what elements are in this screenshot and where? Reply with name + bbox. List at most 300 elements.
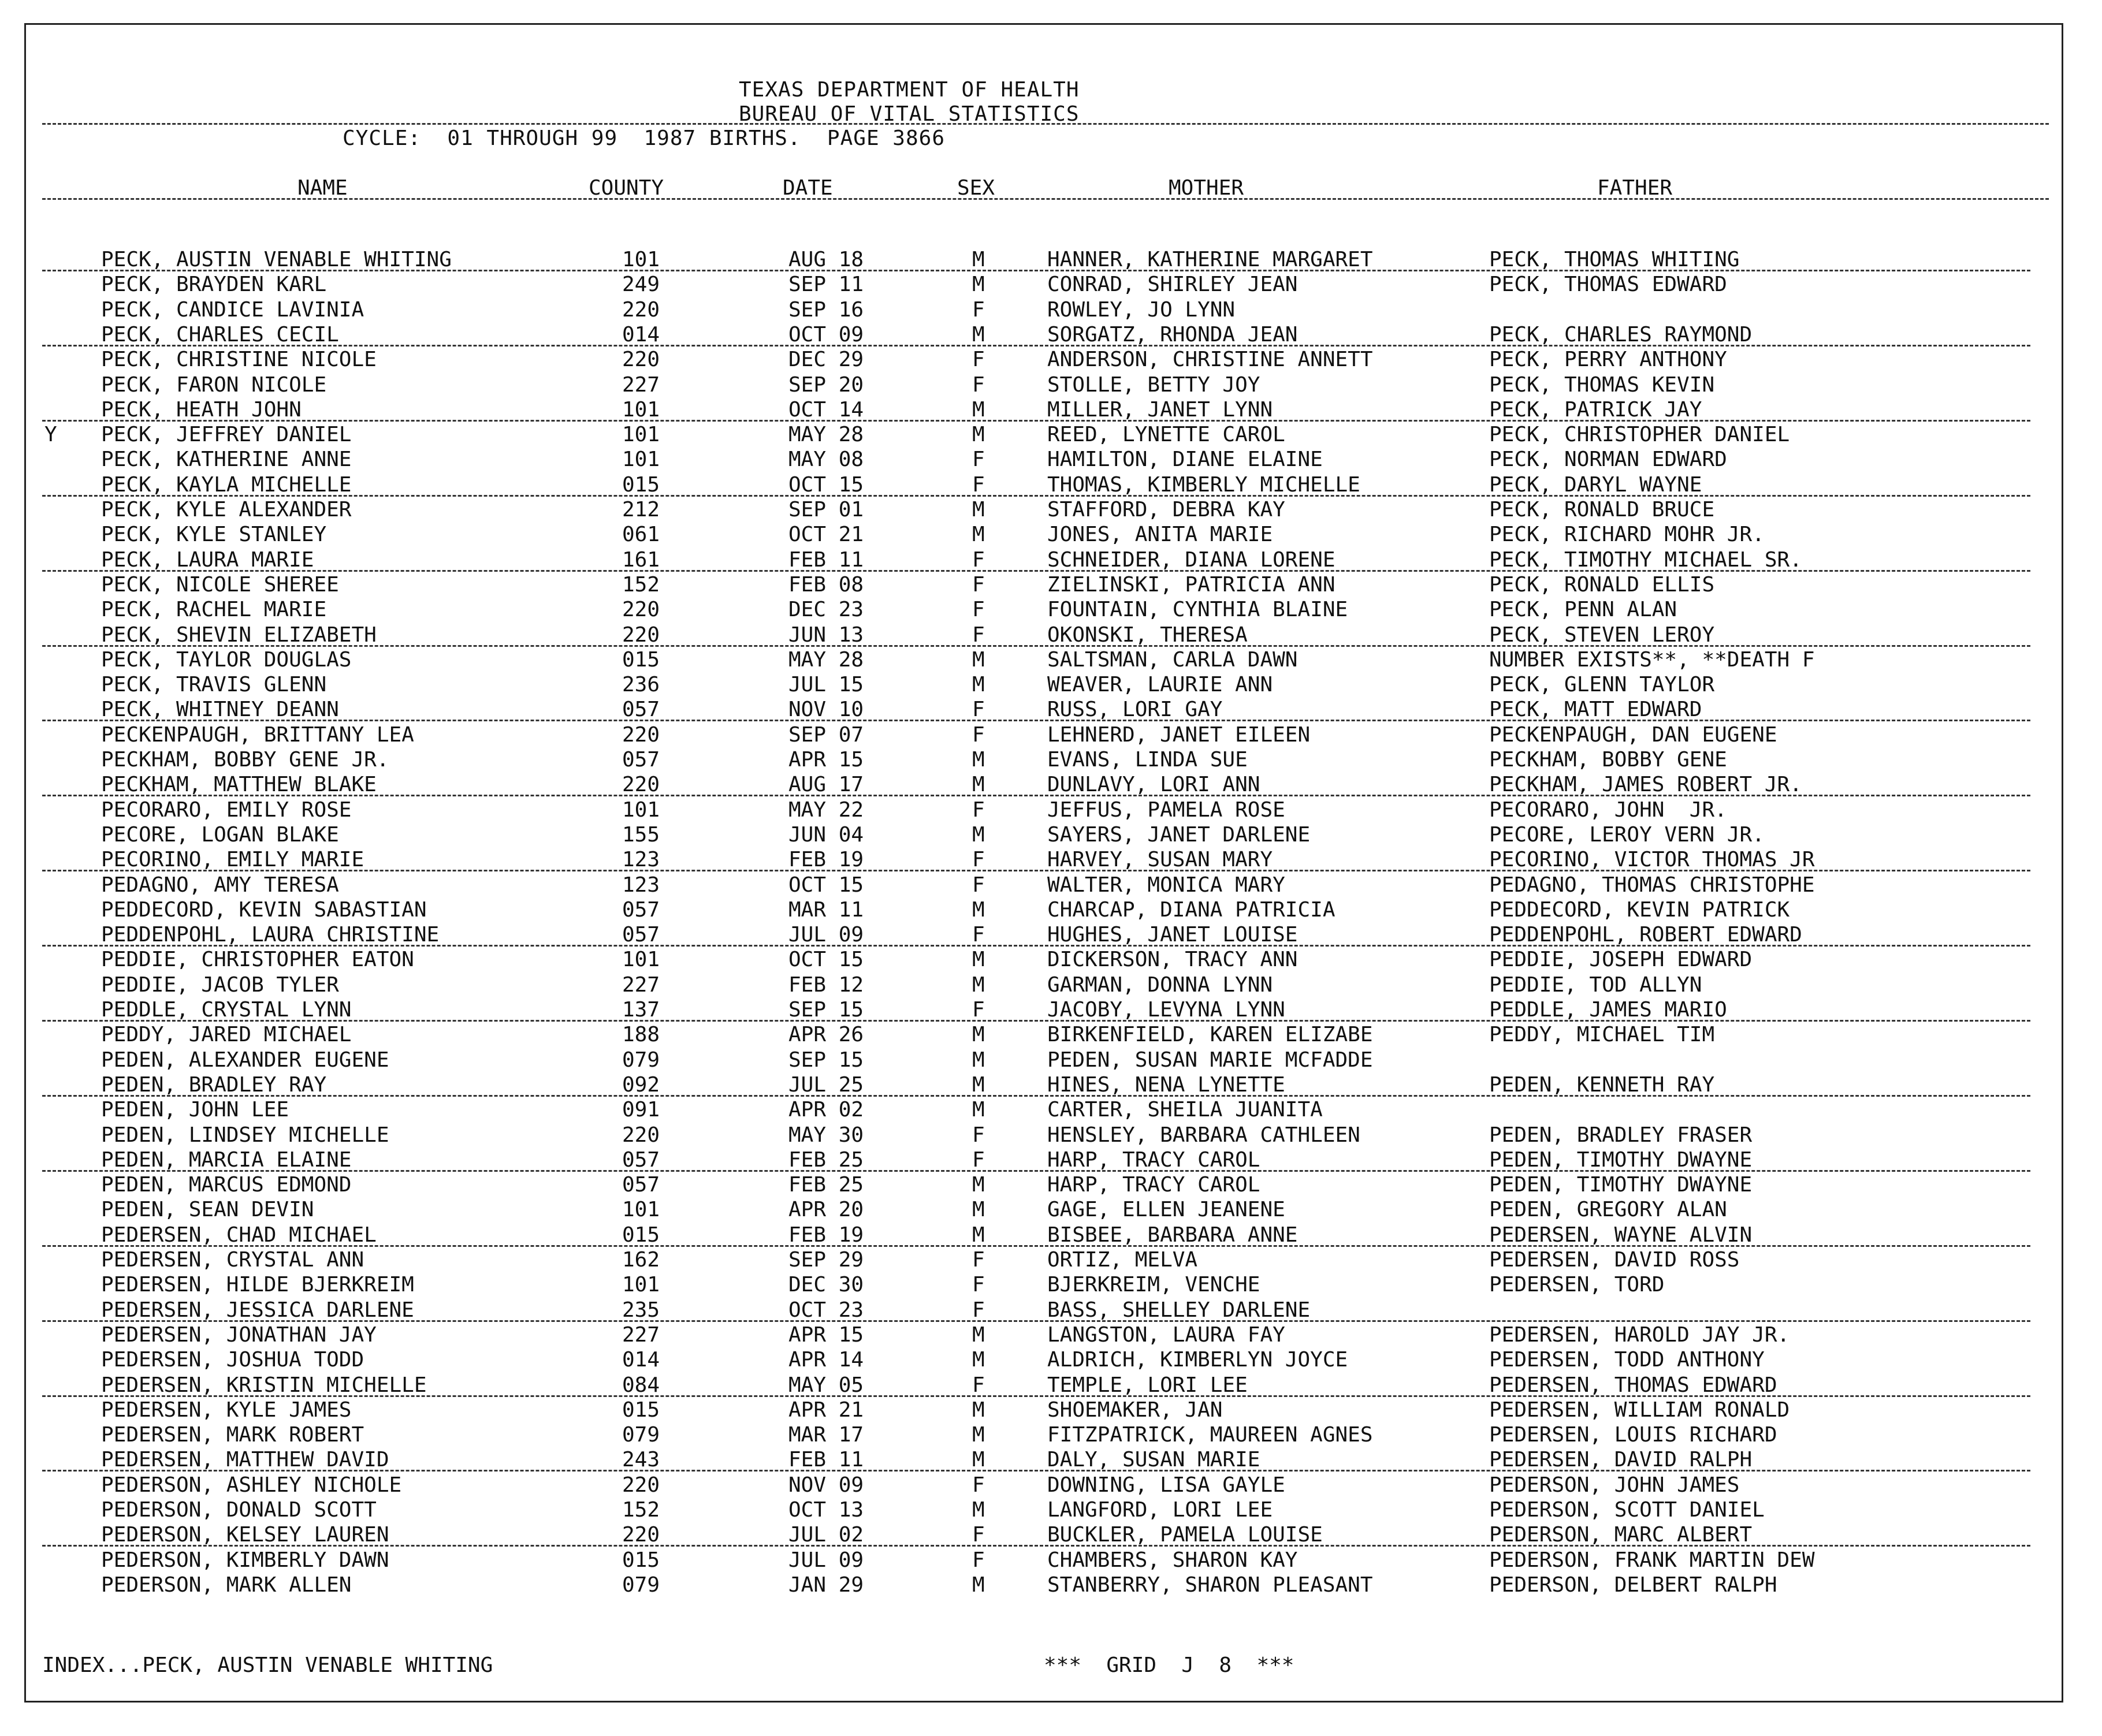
cell-name: PECK, KYLE ALEXANDER bbox=[101, 498, 352, 521]
cell-date: FEB 12 bbox=[788, 973, 864, 997]
cell-name: PEDEN, ALEXANDER EUGENE bbox=[101, 1048, 389, 1072]
cell-sex: M bbox=[972, 498, 985, 521]
cell-county: 220 bbox=[622, 773, 660, 797]
cell-father: PECK, NORMAN EDWARD bbox=[1489, 448, 1727, 472]
cell-sex: M bbox=[972, 673, 985, 697]
cell-sex: F bbox=[972, 547, 985, 572]
cell-father: PEDEN, TIMOTHY DWAYNE bbox=[1489, 1148, 1753, 1172]
cell-county: 061 bbox=[622, 523, 660, 547]
cell-name: PEDERSON, DONALD SCOTT bbox=[101, 1498, 377, 1522]
cell-date: MAY 05 bbox=[788, 1373, 864, 1397]
cell-sex: F bbox=[972, 1123, 985, 1147]
cell-sex: M bbox=[972, 822, 985, 847]
cell-date: SEP 11 bbox=[788, 273, 864, 297]
cell-sex: M bbox=[972, 647, 985, 672]
cell-sex: M bbox=[972, 948, 985, 972]
cell-sex: M bbox=[972, 1223, 985, 1247]
table-row bbox=[26, 873, 2030, 898]
table-row bbox=[26, 998, 2030, 1023]
cell-father: PECK, DARYL WAYNE bbox=[1489, 472, 1702, 497]
table-row bbox=[26, 523, 2030, 547]
cell-mother: REED, LYNETTE CAROL bbox=[1047, 423, 1285, 447]
table-row bbox=[26, 673, 2030, 698]
cell-sex: F bbox=[972, 372, 985, 397]
cell-father: PEDERSEN, HAROLD JAY JR. bbox=[1489, 1323, 1790, 1347]
cell-county: 235 bbox=[622, 1298, 660, 1322]
cell-name: PEDERSEN, HILDE BJERKREIM bbox=[101, 1273, 414, 1297]
cell-father: PECK, CHARLES RAYMOND bbox=[1489, 322, 1753, 347]
cell-name: PEDDENPOHL, LAURA CHRISTINE bbox=[101, 923, 440, 947]
cell-name: PECK, TAYLOR DOUGLAS bbox=[101, 647, 352, 672]
cell-date: SEP 01 bbox=[788, 498, 864, 521]
cell-date: APR 15 bbox=[788, 1323, 864, 1347]
cell-mother: HAMILTON, DIANE ELAINE bbox=[1047, 448, 1323, 472]
table-row bbox=[26, 823, 2030, 848]
cell-date: APR 26 bbox=[788, 1023, 864, 1047]
table-row bbox=[26, 248, 2030, 273]
bureau-title: BUREAU OF VITAL STATISTICS bbox=[739, 102, 1080, 126]
table-row bbox=[26, 573, 2030, 598]
cell-date: DEC 29 bbox=[788, 348, 864, 372]
cell-county: 092 bbox=[622, 1072, 660, 1097]
cell-name: PEDEN, LINDSEY MICHELLE bbox=[101, 1123, 389, 1147]
cell-mother: STANBERRY, SHARON PLEASANT bbox=[1047, 1573, 1373, 1597]
cell-mother: HENSLEY, BARBARA CATHLEEN bbox=[1047, 1123, 1360, 1147]
cell-mother: ANDERSON, CHRISTINE ANNETT bbox=[1047, 348, 1373, 372]
cell-mother: BJERKREIM, VENCHE bbox=[1047, 1273, 1260, 1297]
cell-mother: BISBEE, BARBARA ANNE bbox=[1047, 1223, 1298, 1247]
cell-mother: EVANS, LINDA SUE bbox=[1047, 748, 1248, 772]
cell-sex: F bbox=[972, 848, 985, 872]
cell-date: APR 14 bbox=[788, 1348, 864, 1372]
cell-sex: F bbox=[972, 698, 985, 722]
cell-date: FEB 19 bbox=[788, 1223, 864, 1247]
cell-name: PECK, CHRISTINE NICOLE bbox=[101, 348, 377, 372]
table-row bbox=[26, 273, 2030, 297]
cell-county: 057 bbox=[622, 1148, 660, 1172]
cell-father: PEDERSEN, THOMAS EDWARD bbox=[1489, 1373, 1777, 1397]
column-header-county: COUNTY bbox=[589, 176, 664, 200]
cell-sex: F bbox=[972, 1473, 985, 1497]
cell-father: PECK, THOMAS KEVIN bbox=[1489, 372, 1715, 397]
cell-county: 155 bbox=[622, 822, 660, 847]
cell-date: MAY 08 bbox=[788, 448, 864, 472]
cell-date: SEP 29 bbox=[788, 1248, 864, 1272]
cell-sex: F bbox=[972, 1548, 985, 1572]
cell-date: OCT 13 bbox=[788, 1498, 864, 1522]
cell-county: 057 bbox=[622, 698, 660, 722]
cell-county: 101 bbox=[622, 948, 660, 972]
cell-date: APR 20 bbox=[788, 1198, 864, 1222]
cell-father: PEDDIE, JOSEPH EDWARD bbox=[1489, 948, 1753, 972]
cell-name: PECK, KYLE STANLEY bbox=[101, 523, 327, 547]
cell-date: MAY 28 bbox=[788, 647, 864, 672]
cell-mother: HARP, TRACY CAROL bbox=[1047, 1173, 1260, 1197]
cell-father: PEDDENPOHL, ROBERT EDWARD bbox=[1489, 923, 1802, 947]
cell-county: 249 bbox=[622, 273, 660, 297]
index-footer: INDEX...PECK, AUSTIN VENABLE WHITING bbox=[42, 1653, 493, 1677]
column-header-date: DATE bbox=[783, 176, 833, 200]
cell-mother: SORGATZ, RHONDA JEAN bbox=[1047, 322, 1298, 347]
department-title: TEXAS DEPARTMENT OF HEALTH bbox=[739, 78, 1080, 102]
table-row bbox=[26, 898, 2030, 923]
cell-mother: LANGFORD, LORI LEE bbox=[1047, 1498, 1273, 1522]
cell-name: PECK, SHEVIN ELIZABETH bbox=[101, 623, 377, 647]
grid-reference: *** GRID J 8 *** bbox=[1044, 1653, 1294, 1677]
table-row bbox=[26, 373, 2030, 398]
cell-mother: BIRKENFIELD, KAREN ELIZABE bbox=[1047, 1023, 1373, 1047]
cell-father: PEDDIE, TOD ALLYN bbox=[1489, 973, 1702, 997]
cell-name: PEDERSON, MARK ALLEN bbox=[101, 1573, 352, 1597]
table-row bbox=[26, 1298, 2030, 1323]
cell-mother: ROWLEY, JO LYNN bbox=[1047, 297, 1236, 322]
table-row bbox=[26, 548, 2030, 573]
cell-mother: CONRAD, SHIRLEY JEAN bbox=[1047, 273, 1298, 297]
cell-sex: F bbox=[972, 348, 985, 372]
cell-name: PECK, BRAYDEN KARL bbox=[101, 273, 327, 297]
table-row bbox=[26, 648, 2030, 673]
cell-father: PECKENPAUGH, DAN EUGENE bbox=[1489, 722, 1777, 747]
cell-father: PEDERSON, JOHN JAMES bbox=[1489, 1473, 1740, 1497]
cell-father: PECK, PATRICK JAY bbox=[1489, 397, 1702, 422]
table-row bbox=[26, 473, 2030, 498]
table-row bbox=[26, 1123, 2030, 1148]
cell-name: PECK, AUSTIN VENABLE WHITING bbox=[101, 248, 452, 271]
cell-mother: BUCKLER, PAMELA LOUISE bbox=[1047, 1523, 1323, 1547]
cell-county: 015 bbox=[622, 647, 660, 672]
cell-mother: JEFFUS, PAMELA ROSE bbox=[1047, 798, 1285, 822]
cell-date: OCT 21 bbox=[788, 523, 864, 547]
cell-father: PEDERSEN, WILLIAM RONALD bbox=[1489, 1398, 1790, 1422]
cell-sex: F bbox=[972, 472, 985, 497]
cell-date: NOV 09 bbox=[788, 1473, 864, 1497]
cell-mother: DICKERSON, TRACY ANN bbox=[1047, 948, 1298, 972]
table-row bbox=[26, 1498, 2030, 1523]
cell-name: PECK, WHITNEY DEANN bbox=[101, 698, 339, 722]
cell-mother: FITZPATRICK, MAUREEN AGNES bbox=[1047, 1423, 1373, 1447]
cell-date: AUG 17 bbox=[788, 773, 864, 797]
cell-mother: DUNLAVY, LORI ANN bbox=[1047, 773, 1260, 797]
cell-sex: M bbox=[972, 273, 985, 297]
cell-father: PEDERSON, MARC ALBERT bbox=[1489, 1523, 1753, 1547]
cell-father: PEDERSEN, DAVID RALPH bbox=[1489, 1448, 1753, 1472]
cell-date: JUL 09 bbox=[788, 1548, 864, 1572]
cell-sex: M bbox=[972, 322, 985, 347]
table-row bbox=[26, 398, 2030, 423]
table-row bbox=[26, 1223, 2030, 1248]
cell-mother: SCHNEIDER, DIANA LORENE bbox=[1047, 547, 1335, 572]
table-row bbox=[26, 1373, 2030, 1398]
cell-father: PECK, RONALD ELLIS bbox=[1489, 572, 1715, 597]
cell-name: PEDERSEN, MATTHEW DAVID bbox=[101, 1448, 389, 1472]
cell-date: OCT 15 bbox=[788, 948, 864, 972]
table-row bbox=[26, 298, 2030, 323]
cell-mother: CHAMBERS, SHARON KAY bbox=[1047, 1548, 1298, 1572]
table-row bbox=[26, 1148, 2030, 1173]
column-header-sex: SEX bbox=[957, 176, 995, 200]
cell-county: 220 bbox=[622, 722, 660, 747]
table-row bbox=[26, 798, 2030, 823]
cell-name: PECKHAM, MATTHEW BLAKE bbox=[101, 773, 377, 797]
table-row bbox=[26, 1048, 2030, 1073]
cell-mother: RUSS, LORI GAY bbox=[1047, 698, 1223, 722]
cell-father: PECK, PERRY ANTHONY bbox=[1489, 348, 1727, 372]
cell-mother: DALY, SUSAN MARIE bbox=[1047, 1448, 1260, 1472]
cell-sex: M bbox=[972, 1198, 985, 1222]
table-row bbox=[26, 748, 2030, 773]
cell-date: OCT 15 bbox=[788, 873, 864, 897]
table-row bbox=[26, 848, 2030, 873]
cell-county: 123 bbox=[622, 848, 660, 872]
cell-county: 220 bbox=[622, 1523, 660, 1547]
cell-county: 079 bbox=[622, 1423, 660, 1447]
cell-father: PEDEN, TIMOTHY DWAYNE bbox=[1489, 1173, 1753, 1197]
cell-county: 079 bbox=[622, 1573, 660, 1597]
cell-father: PEDERSON, DELBERT RALPH bbox=[1489, 1573, 1777, 1597]
cell-father: PECK, PENN ALAN bbox=[1489, 598, 1677, 622]
cell-father: PECK, MATT EDWARD bbox=[1489, 698, 1702, 722]
column-header-name: NAME bbox=[297, 176, 348, 200]
cell-county: 057 bbox=[622, 1173, 660, 1197]
cell-county: 220 bbox=[622, 598, 660, 622]
cell-date: APR 02 bbox=[788, 1098, 864, 1122]
cell-county: 227 bbox=[622, 1323, 660, 1347]
table-row bbox=[26, 1423, 2030, 1448]
table-row bbox=[26, 1273, 2030, 1298]
table-row bbox=[26, 973, 2030, 998]
table-row bbox=[26, 1023, 2030, 1048]
cell-county: 161 bbox=[622, 547, 660, 572]
table-row bbox=[26, 1348, 2030, 1373]
cell-father: PECK, RONALD BRUCE bbox=[1489, 498, 1715, 521]
cell-county: 101 bbox=[622, 397, 660, 422]
column-header-father: FATHER bbox=[1597, 176, 1673, 200]
cell-sex: M bbox=[972, 1173, 985, 1197]
cell-mother: ALDRICH, KIMBERLYN JOYCE bbox=[1047, 1348, 1348, 1372]
table-row bbox=[26, 723, 2030, 748]
cell-county: 101 bbox=[622, 1198, 660, 1222]
cell-sex: M bbox=[972, 1448, 985, 1472]
cell-father: PEDERSEN, WAYNE ALVIN bbox=[1489, 1223, 1753, 1247]
cell-county: 015 bbox=[622, 1223, 660, 1247]
cell-sex: M bbox=[972, 1023, 985, 1047]
cell-date: SEP 15 bbox=[788, 1048, 864, 1072]
cell-mother: CHARCAP, DIANA PATRICIA bbox=[1047, 897, 1335, 922]
cell-sex: M bbox=[972, 1348, 985, 1372]
cell-name: PECORE, LOGAN BLAKE bbox=[101, 822, 339, 847]
cell-name: PECK, TRAVIS GLENN bbox=[101, 673, 327, 697]
cell-mother: HINES, NENA LYNETTE bbox=[1047, 1072, 1285, 1097]
cell-date: MAR 17 bbox=[788, 1423, 864, 1447]
cell-county: 079 bbox=[622, 1048, 660, 1072]
table-row bbox=[26, 923, 2030, 948]
cell-county: 015 bbox=[622, 1398, 660, 1422]
cell-name: PEDERSEN, MARK ROBERT bbox=[101, 1423, 364, 1447]
cell-name: PEDERSEN, JESSICA DARLENE bbox=[101, 1298, 414, 1322]
cell-county: 101 bbox=[622, 423, 660, 447]
cell-sex: M bbox=[972, 1498, 985, 1522]
cell-name: PECKHAM, BOBBY GENE JR. bbox=[101, 748, 389, 772]
cell-sex: M bbox=[972, 1048, 985, 1072]
cell-name: PEDDY, JARED MICHAEL bbox=[101, 1023, 352, 1047]
cell-name: PECK, JEFFREY DANIEL bbox=[101, 423, 352, 447]
cell-name: PEDERSEN, KRISTIN MICHELLE bbox=[101, 1373, 427, 1397]
cell-sex: M bbox=[972, 248, 985, 271]
table-row bbox=[26, 448, 2030, 472]
cell-county: 057 bbox=[622, 748, 660, 772]
cell-county: 057 bbox=[622, 923, 660, 947]
cell-county: 220 bbox=[622, 623, 660, 647]
table-row bbox=[26, 623, 2030, 648]
cell-name: PECKENPAUGH, BRITTANY LEA bbox=[101, 722, 414, 747]
cell-father: PECK, GLENN TAYLOR bbox=[1489, 673, 1715, 697]
cell-county: 123 bbox=[622, 873, 660, 897]
cell-mother: FOUNTAIN, CYNTHIA BLAINE bbox=[1047, 598, 1348, 622]
cell-sex: F bbox=[972, 1298, 985, 1322]
cell-name: PECK, LAURA MARIE bbox=[101, 547, 314, 572]
cell-father: PECORINO, VICTOR THOMAS JR bbox=[1489, 848, 1815, 872]
cell-county: 188 bbox=[622, 1023, 660, 1047]
cell-father: PEDERSEN, TORD bbox=[1489, 1273, 1665, 1297]
cell-mother: MILLER, JANET LYNN bbox=[1047, 397, 1273, 422]
table-row bbox=[26, 348, 2030, 372]
cell-mother: LEHNERD, JANET EILEEN bbox=[1047, 722, 1311, 747]
cell-father: PEDERSON, FRANK MARTIN DEW bbox=[1489, 1548, 1815, 1572]
cell-mother: SHOEMAKER, JAN bbox=[1047, 1398, 1223, 1422]
cell-county: 101 bbox=[622, 798, 660, 822]
table-row bbox=[26, 1173, 2030, 1198]
cell-name: PECK, KAYLA MICHELLE bbox=[101, 472, 352, 497]
cell-county: 212 bbox=[622, 498, 660, 521]
table-row bbox=[26, 1573, 2030, 1598]
cell-name: PECORARO, EMILY ROSE bbox=[101, 798, 352, 822]
cell-date: SEP 15 bbox=[788, 998, 864, 1022]
cell-date: APR 21 bbox=[788, 1398, 864, 1422]
cell-name: PEDERSEN, JONATHAN JAY bbox=[101, 1323, 377, 1347]
cell-name: PEDDIE, JACOB TYLER bbox=[101, 973, 339, 997]
cell-name: PEDEN, MARCUS EDMOND bbox=[101, 1173, 352, 1197]
cell-father: PEDEN, BRADLEY FRASER bbox=[1489, 1123, 1753, 1147]
cell-name: PECK, FARON NICOLE bbox=[101, 372, 327, 397]
cell-name: PEDEN, MARCIA ELAINE bbox=[101, 1148, 352, 1172]
cell-mother: WALTER, MONICA MARY bbox=[1047, 873, 1285, 897]
table-row bbox=[26, 1198, 2030, 1223]
cycle-line: CYCLE: 01 THROUGH 99 1987 BIRTHS. PAGE 3866 bbox=[343, 126, 945, 150]
cell-father: PEDAGNO, THOMAS CHRISTOPHE bbox=[1489, 873, 1815, 897]
cell-name: PEDEN, SEAN DEVIN bbox=[101, 1198, 314, 1222]
cell-county: 014 bbox=[622, 322, 660, 347]
cell-sex: M bbox=[972, 973, 985, 997]
cell-date: FEB 11 bbox=[788, 1448, 864, 1472]
cell-date: OCT 15 bbox=[788, 472, 864, 497]
cell-name: PEDEN, JOHN LEE bbox=[101, 1098, 289, 1122]
cell-name: PEDERSEN, CHAD MICHAEL bbox=[101, 1223, 377, 1247]
cell-date: APR 15 bbox=[788, 748, 864, 772]
cell-mother: PEDEN, SUSAN MARIE MCFADDE bbox=[1047, 1048, 1373, 1072]
cell-date: DEC 30 bbox=[788, 1273, 864, 1297]
cell-name: PEDAGNO, AMY TERESA bbox=[101, 873, 339, 897]
cell-mother: ZIELINSKI, PATRICIA ANN bbox=[1047, 572, 1335, 597]
cell-father: PECK, TIMOTHY MICHAEL SR. bbox=[1489, 547, 1802, 572]
cell-mother: OKONSKI, THERESA bbox=[1047, 623, 1248, 647]
cell-father: PECK, CHRISTOPHER DANIEL bbox=[1489, 423, 1790, 447]
table-row bbox=[26, 498, 2030, 523]
cell-name: PEDDIE, CHRISTOPHER EATON bbox=[101, 948, 414, 972]
cell-mother: STAFFORD, DEBRA KAY bbox=[1047, 498, 1285, 521]
cell-name: PEDDLE, CRYSTAL LYNN bbox=[101, 998, 352, 1022]
cell-name: PECK, RACHEL MARIE bbox=[101, 598, 327, 622]
cell-mother: DOWNING, LISA GAYLE bbox=[1047, 1473, 1285, 1497]
cell-father: PEDERSEN, TODD ANTHONY bbox=[1489, 1348, 1765, 1372]
cell-date: MAY 22 bbox=[788, 798, 864, 822]
divider-columns bbox=[42, 198, 2049, 200]
cell-sex: F bbox=[972, 923, 985, 947]
table-row bbox=[26, 1323, 2030, 1348]
cell-sex: M bbox=[972, 897, 985, 922]
cell-date: OCT 23 bbox=[788, 1298, 864, 1322]
cell-flag: Y bbox=[44, 423, 57, 447]
cell-father: PECK, RICHARD MOHR JR. bbox=[1489, 523, 1765, 547]
cell-mother: GARMAN, DONNA LYNN bbox=[1047, 973, 1273, 997]
table-row bbox=[26, 1523, 2030, 1548]
cell-father: PEDERSEN, LOUIS RICHARD bbox=[1489, 1423, 1777, 1447]
cell-mother: HARVEY, SUSAN MARY bbox=[1047, 848, 1273, 872]
table-row bbox=[26, 1098, 2030, 1123]
cell-name: PEDEN, BRADLEY RAY bbox=[101, 1072, 327, 1097]
cell-mother: BASS, SHELLEY DARLENE bbox=[1047, 1298, 1311, 1322]
cell-name: PEDERSON, ASHLEY NICHOLE bbox=[101, 1473, 402, 1497]
cell-date: JAN 29 bbox=[788, 1573, 864, 1597]
cell-name: PECK, HEATH JOHN bbox=[101, 397, 302, 422]
cell-county: 236 bbox=[622, 673, 660, 697]
cell-sex: M bbox=[972, 1423, 985, 1447]
cell-name: PEDERSON, KELSEY LAUREN bbox=[101, 1523, 389, 1547]
cell-father: PECORARO, JOHN JR. bbox=[1489, 798, 1727, 822]
cell-date: FEB 25 bbox=[788, 1173, 864, 1197]
cell-county: 101 bbox=[622, 1273, 660, 1297]
cell-sex: F bbox=[972, 1373, 985, 1397]
cell-date: AUG 18 bbox=[788, 248, 864, 271]
cell-date: NOV 10 bbox=[788, 698, 864, 722]
cell-father: NUMBER EXISTS**, **DEATH F bbox=[1489, 647, 1815, 672]
cell-mother: JACOBY, LEVYNA LYNN bbox=[1047, 998, 1285, 1022]
cell-county: 101 bbox=[622, 448, 660, 472]
cell-county: 152 bbox=[622, 1498, 660, 1522]
cell-sex: F bbox=[972, 998, 985, 1022]
cell-father: PEDDLE, JAMES MARIO bbox=[1489, 998, 1727, 1022]
cell-date: JUL 02 bbox=[788, 1523, 864, 1547]
cell-sex: M bbox=[972, 1398, 985, 1422]
cell-mother: CARTER, SHEILA JUANITA bbox=[1047, 1098, 1323, 1122]
cell-date: OCT 14 bbox=[788, 397, 864, 422]
cell-sex: F bbox=[972, 448, 985, 472]
cell-name: PECORINO, EMILY MARIE bbox=[101, 848, 364, 872]
cell-county: 015 bbox=[622, 1548, 660, 1572]
cell-county: 220 bbox=[622, 297, 660, 322]
table-row bbox=[26, 698, 2030, 722]
cell-sex: M bbox=[972, 1323, 985, 1347]
cell-father: PECK, STEVEN LEROY bbox=[1489, 623, 1715, 647]
cell-name: PECK, CHARLES CECIL bbox=[101, 322, 339, 347]
cell-date: FEB 08 bbox=[788, 572, 864, 597]
cell-name: PEDERSEN, CRYSTAL ANN bbox=[101, 1248, 364, 1272]
cell-county: 057 bbox=[622, 897, 660, 922]
cell-date: MAR 11 bbox=[788, 897, 864, 922]
table-row bbox=[26, 323, 2030, 348]
cell-sex: M bbox=[972, 523, 985, 547]
cell-date: MAY 28 bbox=[788, 423, 864, 447]
cell-name: PECK, NICOLE SHEREE bbox=[101, 572, 339, 597]
